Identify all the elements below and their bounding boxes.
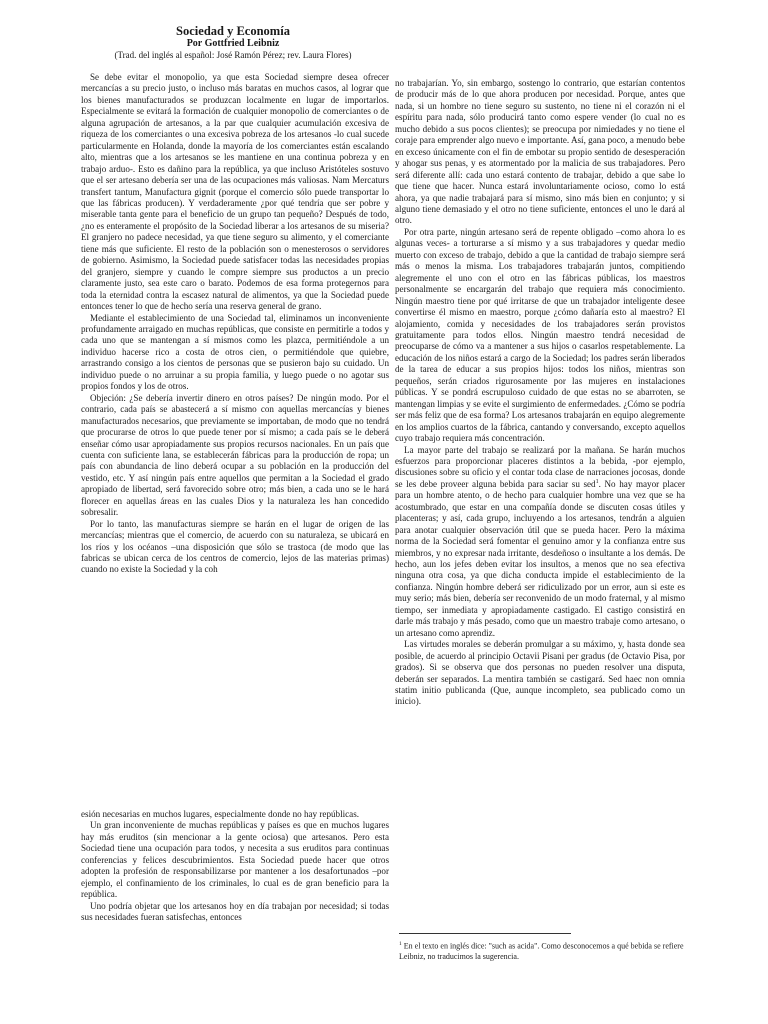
paragraph: Las virtudes morales se deberán promulgar a su máximo, y, hasta donde sea posible, de acuerdo al principio Octavii Pisani per gradus (de Octavio Pisa, por grados). Si se observa que dos personas no pueden resolver una disputa, deberán ser separados. La mentira también se castigará. Sed haec non omnia statim initio publicanda (Que, aunque incompleto, sea publicado como un inicio). (395, 639, 685, 707)
left-column-top (81, 72, 389, 576)
paragraph: Un gran inconveniente de muchas repúblicas y países es que en muchos lugares hay más eruditos (sin mencionar a la gente ociosa) que artesanos. Pero esta Sociedad tiene una ocupación para todos, y necesita a sus eruditos para continuas conferencias y felices descubrimientos. Esta Sociedad puede hacer que otros adopten la profesión de responsabilizarse por mantener a los desafortunados –por ejemplo, el confinamiento de los criminales, lo cual es de gran beneficio para la república. (81, 820, 389, 900)
footnote-text: En el texto en inglés dice: "such as acida". Como desconocemos a qué bebida se refiere Leibniz, no traducimos la sugerencia. (399, 941, 684, 961)
paragraph: Por otra parte, ningún artesano será de repente obligado –como ahora lo es algunas veces- a torturarse a sí mismo y a sus trabajadores y quedar medio muerto con exceso de trabajo, debido a que la cantidad de trabajo siempre será más o menos la misma. Los trabajadores trabajarán juntos, compitiendo alegremente el uno con el otro en las fábricas públicas, los maestros personalmente se encargarán del trabajo que requiera más conocimiento. Ningún maestro tiene por qué irritarse de que un trabajador inteligente desee convertirse él mismo en maestro, porque ¿cómo dañaría esto al maestro? El alojamiento, comida y necesidades de los trabajadores serán provistos gratuitamente para todos ellos. Ningún maestro tendrá necesidad de preocuparse de cómo va a mantener a sus hijos o casarlos respetablemente. La educación de los niños estará a cargo de la Sociedad; los padres serán liberados de la tarea de educar a sus propios hijos: todos los niños, mientras son pequeños, serán criados rigurosamente por las mujeres en instalaciones públicas. Y se pondrá escrupuloso cuidado de que estas no se abarroten, se mantengan limpias y se evite el surgimiento de enfermedades. ¿Cómo se podría ser más feliz que de esa forma? Los artesanos trabajarán en equipo alegremente en los amplios cuartos de la fábrica, cantando y conversando, excepto aquellos cuyo trabajo requiera más concentración. (395, 226, 685, 444)
paragraph (395, 445, 685, 640)
paragraph: esión necesarias en muchos lugares, especialmente donde no hay repúblicas. (81, 809, 360, 819)
paragraph-text: . No hay mayor placer para un hombre atento, o de hecho para cualquier hombre una vez que se ha acostumbrado, que estar en una compañía donde se discuten cosas útiles y placenteras; y así, cada grupo, incluyendo a los artesanos, tendrán a alguien para anotar cualquier observación útil que se pueda hacer. Pero la máxima norma de la Sociedad será fomentar el genuino amor y la confianza entre sus miembros, y no expresar nada irritante, desdeñoso o insultante a los demás. De hecho, aun los jefes deben evitar los insultos, a menos que no sea efectiva ninguna otra cosa, ya que dicha conducta impide el establecimiento de la confianza. Ningún hombre deberá ser ridiculizado por un error, aun si este es muy serio; más bien, debería ser reconvenido de un modo fraternal, y al mismo tiempo, ser inmediata y apropiadamente castigado. El castigo consistirá en darle más trabajo y más pesado, como que un maestro trabaje como artesano, o un artesano como aprendiz. (395, 478, 685, 638)
paragraph: no trabajarían. Yo, sin embargo, sostengo lo contrario, que estarían contentos de producir más de lo que ahora producen por necesidad. Porque, antes que nada, si un hombre no tiene seguro su sustento, no tiene ni el corazón ni el espíritu para nada, sólo producirá tanto como espere vender (lo cual no es mucho debido a sus pocos clientes); se preocupa por nimiedades y no tiene el coraje para emprender algo nuevo e importante. Así, gana poco, a menudo bebe en exceso únicamente con el fin de embotar su propio sentido de desesperación y ahogar sus penas, y es atormentado por la malicia de sus trabajadores. Pero será diferente allí: cada uno estará contento de trabajar, debido a que sabe lo que tiene que hacer. Nunca estará involuntariamente ocioso, como lo está ahora, ya que nadie trabajará para sí mismo, sino más bien en conjunto; y si alguno tiene demasiado y el otro no tiene suficiente, entonces el uno le dará al otro. (395, 78, 685, 226)
document-title: Sociedad y Economía (176, 24, 290, 38)
paragraph: Objeción: ¿Se debería invertir dinero en otros países? De ningún modo. Por el contrario, cada país se abastecerá a sí mismo con aquellas mercancías y bienes manufacturados necesarios, que previamente se importaban, de modo que no tendrá que procurarse de otros lo que puede tener por sí mismo; a cada país se le deberá enseñar cómo usar apropiadamente sus propios recursos nacionales. En un país que cuenta con suficiente lana, se establecerán fábricas para la producción de ropa; un país con abundancia de lino deberá ocupar a su población en la producción del vestido, etc. Y así ningún país entre aquellos que permitan a la Sociedad el grado apropiado de libertad, será favorecido sobre otro; más bien, a cada uno se le hará florecer en aquellas áreas en las cuales Dios y la naturaleza les han concedido sobresalir. (81, 392, 389, 518)
left-column-bottom (81, 809, 389, 924)
paragraph: Por lo tanto, las manufacturas siempre se harán en el lugar de origen de las mercancías; mientras que el comercio, de acuerdo con su naturaleza, se ubicará en los ríos y los océanos –una disposición que sólo se trastoca (de modo que las fabricas se ubican cerca de los centros de comercio, lejos de las materias primas) cuando no existe la Sociedad y la coh (81, 518, 389, 575)
author-line: Por Gottfried Leibniz (186, 38, 280, 49)
paragraph-text: La mayor parte del trabajo se realizará por la mañana. Se harán muchos esfuerzos para proporcionar placeres distintos a la bebida, -por ejemplo, discusiones sobre su oficio y el contar toda clase de narraciones jocosas, donde se les debe proveer alguna bebida para saciar su sed (395, 444, 685, 489)
footnote-number: 1 (399, 941, 402, 947)
footnote-ref: 1 (595, 478, 599, 485)
paragraph: Se debe evitar el monopolio, ya que esta Sociedad siempre desea ofrecer mercancías a su precio justo, o incluso más baratas en muchos casos, al lograr que los bienes manufacturados se produzcan localmente en lugar de importarlos. Especialmente se evitará la formación de cualquier monopolio de comerciantes o de alguna agrupación de artesanos, a la par que cualquier acumulación excesiva de riqueza de los comerciantes o una excesiva pobreza de los artesanos -lo cual sucede particularmente en Holanda, donde la mayoría de los comerciantes están escalando alto, mientras que a los artesanos se les mantiene en una continua pobreza y en trabajo arduo-. Esto es dañino para la república, ya que incluso Aristóteles sostuvo que el ser artesano debería ser una de las ocupaciones más valiosas. Nam Mercaturs transfert tantum, Manufactura gignit (porque el comercio sólo puede transportar lo que las fábricas producen). Y verdaderamente ¿por qué tendría que ser pobre y miserable tanta gente para el beneficio de un grupo tan pequeño? Después de todo, ¿no es enteramente el propósito de la Sociedad liberar a los artesanos de su miseria? El granjero no padece necesidad, ya que tiene seguro su alimento, y el comerciante tiene más que suficiente. El resto de la población son o menesterosos o servidores de gobierno. Asimismo, la Sociedad puede satisfacer todas las necesidades propias del granjero, siempre y cuando le compre siempre sus productos a un precio claramente justo, sea este caro o barato. Podemos de esa forma protegernos para toda la eternidad contra la escasez natural de alimentos, ya que la Sociedad puede entonces tener lo que de hecho sería una reserva general de grano. (81, 72, 389, 312)
right-column (395, 78, 685, 708)
paragraph: Uno podría objetar que los artesanos hoy en día trabajan por necesidad; si todas sus necesidades fueran satisfechas, entonces (81, 900, 389, 923)
footnote-divider (399, 933, 571, 934)
footnote (399, 939, 689, 962)
paragraph: Mediante el establecimiento de una Sociedad tal, eliminamos un inconveniente profundamente arraigado en muchas repúblicas, que consiste en permitirle a todos y cada uno que se mantengan a sí mismos como les plazca, permitiéndole a un individuo hacerse rico a costa de otros cien, o permitiéndole que quiebre, arrastrando consigo a los cientos de personas que se pusieron bajo su cuidado. Un individuo puede o no arruinar a su propia familia, y luego puede o no agotar sus propios fondos y los de otros. (81, 312, 389, 392)
header-block (78, 24, 388, 61)
translation-credit: (Trad. del inglés al español: José Ramón Pérez; rev. Laura Flores) (114, 50, 352, 60)
